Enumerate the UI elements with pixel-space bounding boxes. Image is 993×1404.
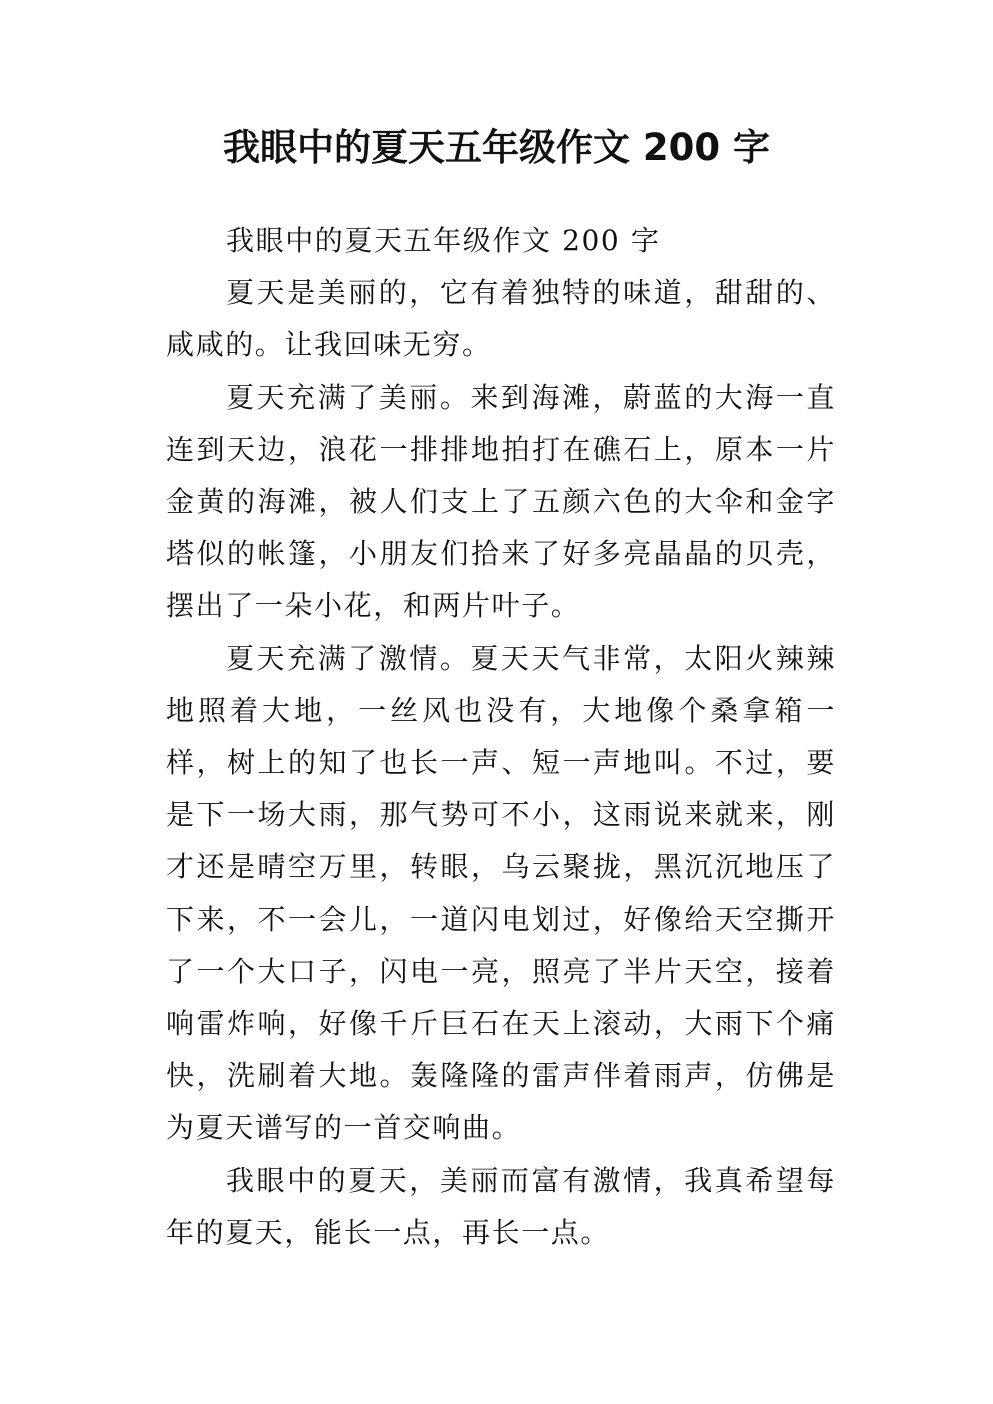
paragraph-conclusion: 我眼中的夏天，美丽而富有激情，我真希望每年的夏天，能长一点，再长一点。 bbox=[166, 1163, 836, 1249]
paragraph-beauty: 夏天充满了美丽。来到海滩，蔚蓝的大海一直连到天边，浪花一排排地拍打在礁石上，原本一片金黄的海滩，被人们支上了五颜六色的大伞和金字塔似的帐篷，小朋友们拾来了好多亮晶晶的贝壳，摆出了一朵小花，和两片叶子。 bbox=[166, 380, 836, 623]
document-body bbox=[166, 215, 836, 1259]
paragraph-passion: 夏天充满了激情。夏天天气非常，太阳火辣辣地照着大地，一丝风也没有，大地像个桑拿箱一样，树上的知了也长一声、短一声地叫。不过，要是下一场大雨，那气势可不小，这雨说来就来，刚才还是晴空万里，转眼，乌云聚拢，黑沉沉地压了下来，不一会儿，一道闪电划过，好像给天空撕开了一个大口子，闪电一亮，照亮了半片天空，接着响雷炸响，好像千斤巨石在天上滚动，大雨下个痛快，洗刷着大地。轰隆隆的雷声伴着雨声，仿佛是为夏天谱写的一首交响曲。 bbox=[166, 641, 836, 1145]
paragraph-heading-repeat: 我眼中的夏天五年级作文 200 字 bbox=[226, 224, 661, 257]
document-title: 我眼中的夏天五年级作文 200 字 bbox=[223, 126, 770, 169]
paragraph-intro: 夏天是美丽的，它有着独特的味道，甜甜的、咸咸的。让我回味无穷。 bbox=[166, 276, 836, 362]
